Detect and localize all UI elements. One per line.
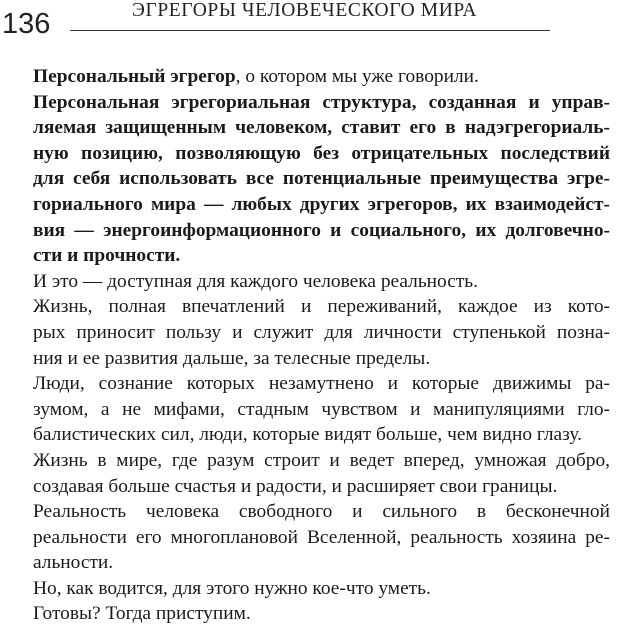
regular-text: И это — доступная для каждого человека реальность. xyxy=(33,270,478,292)
text-line xyxy=(33,192,610,218)
text-line xyxy=(33,141,610,167)
bold-text: для себя использовать все потенциальные преимущества эгре- xyxy=(33,168,610,190)
paragraph xyxy=(33,269,610,295)
regular-text: Но, как водится, для этого нужно кое-что уметь. xyxy=(33,577,431,599)
bold-text: Персональный эгрегор xyxy=(33,66,236,87)
page-header xyxy=(0,0,620,44)
regular-text: Реальность человека свободного и сильного в бесконечной xyxy=(33,501,610,523)
paragraph xyxy=(33,371,610,448)
regular-text: реальности его многоплановой Вселенной, реальность хозяина ре- xyxy=(33,526,610,548)
bold-text: гориального мира — любых других эгрегоров, их взаимодейст- xyxy=(33,193,610,215)
text-line xyxy=(33,474,610,500)
text-line xyxy=(33,115,610,141)
text-line xyxy=(33,576,610,602)
regular-text: Люди, сознание которых незамутнено и которые движимы ра- xyxy=(33,373,610,395)
text-line xyxy=(33,499,610,525)
regular-text: Жизнь в мире, где разум строит и ведет вперед, умножая добро, xyxy=(33,449,610,471)
text-line xyxy=(33,90,610,116)
regular-text: зумом, а не мифами, стадным чувством и манипуляциями гло- xyxy=(33,398,610,420)
text-line xyxy=(33,218,610,244)
bold-text: сти и прочности. xyxy=(33,245,181,267)
text-line xyxy=(33,294,610,320)
bold-text: Персональная эгрегориальная структура, созданная и управ- xyxy=(33,91,610,113)
text-line xyxy=(33,397,610,423)
text-line xyxy=(33,243,610,269)
regular-text: , о котором мы уже говорили. xyxy=(235,66,479,87)
regular-text: Готовы? Тогда приступим. xyxy=(33,603,251,625)
text-line xyxy=(33,346,610,372)
paragraph xyxy=(33,448,610,499)
header-rule xyxy=(70,30,550,31)
text-line xyxy=(33,320,610,346)
regular-text: Жизнь, полная впечатлений и переживаний, каждое из кото- xyxy=(33,296,610,318)
paragraph xyxy=(33,64,610,90)
text-line xyxy=(33,601,610,627)
running-title: ЭГРЕГОРЫ ЧЕЛОВЕЧЕСКОГО МИРА xyxy=(132,0,478,21)
text-line xyxy=(33,64,610,90)
text-line xyxy=(33,448,610,474)
page-number: 136 xyxy=(2,8,51,40)
text-line xyxy=(33,166,610,192)
bold-text: ляемая защищенным человеком, ставит его в надэгрегориаль- xyxy=(33,117,610,139)
paragraph xyxy=(33,90,610,269)
paragraph xyxy=(33,499,610,576)
paragraph xyxy=(33,294,610,371)
regular-text: ния и ее развития дальше, за телесные пределы. xyxy=(33,347,431,369)
regular-text: альности. xyxy=(33,552,114,574)
regular-text: рых приносит пользу и служит для личности ступенькой позна- xyxy=(33,321,610,343)
regular-text: балистических сил, люди, которые видят больше, чем видно глазу. xyxy=(33,424,582,446)
paragraph xyxy=(33,601,610,627)
body-text xyxy=(33,64,610,627)
text-line xyxy=(33,525,610,551)
text-line xyxy=(33,422,610,448)
regular-text: создавая больше счастья и радости, и расширяет свои границы. xyxy=(33,475,558,497)
paragraph xyxy=(33,576,610,602)
bold-text: ную позицию, позволяющую без отрицательных последствий xyxy=(33,142,610,164)
bold-text: вия — энергоинформационного и социального, их долговечно- xyxy=(33,219,610,241)
text-line xyxy=(33,550,610,576)
text-line xyxy=(33,371,610,397)
text-line xyxy=(33,269,610,295)
